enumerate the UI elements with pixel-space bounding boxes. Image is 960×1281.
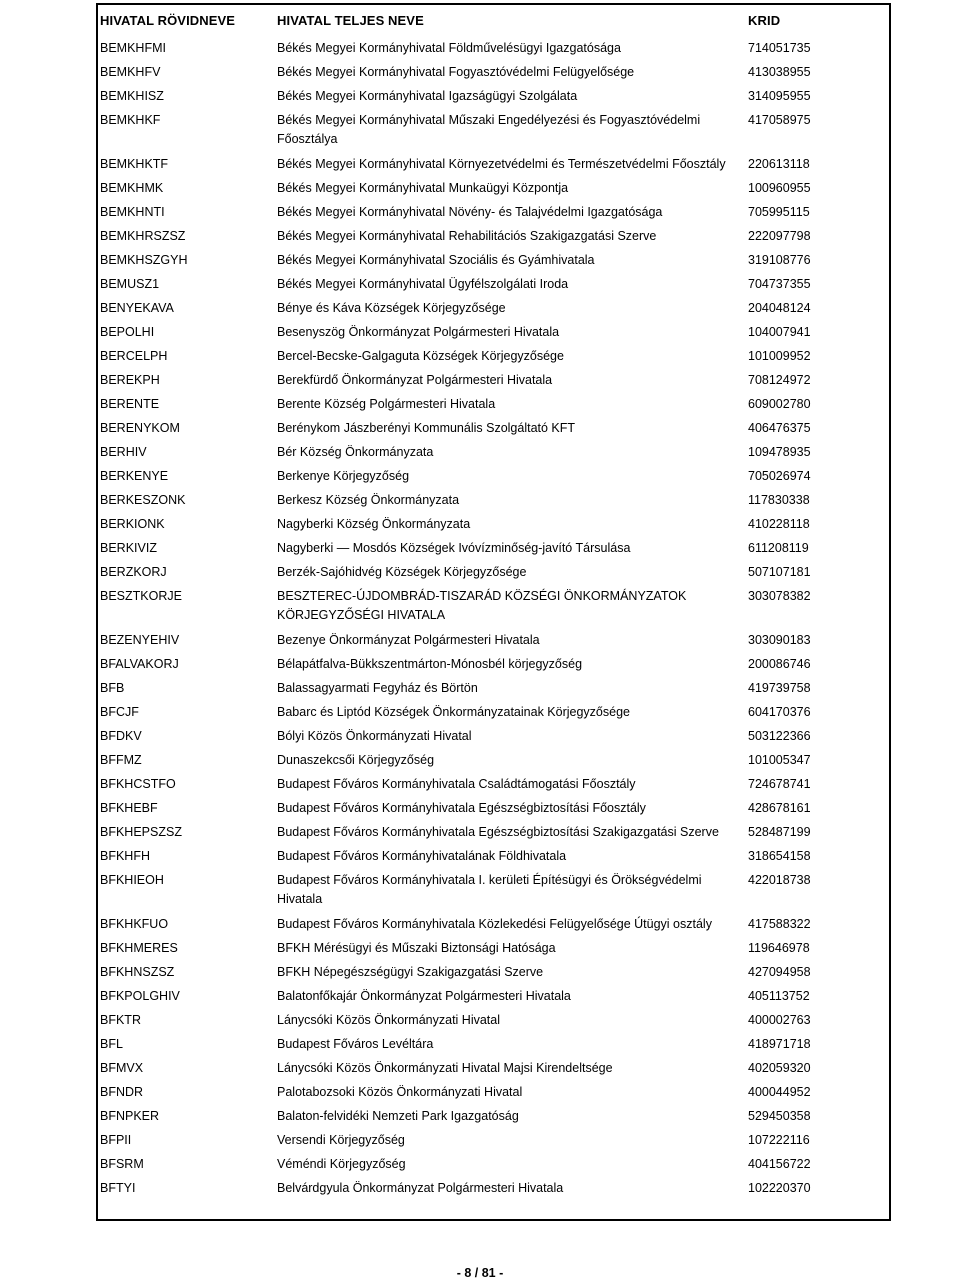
krid-cell: 303090183 [748,633,811,647]
krid-cell: 418971718 [748,1037,811,1051]
krid-cell: 101009952 [748,349,811,363]
krid-cell: 109478935 [748,445,811,459]
short-name-cell: BEMKHISZ [100,89,164,103]
krid-cell: 714051735 [748,41,811,55]
full-name-cell: Balatonfőkajár Önkormányzat Polgármesteri Hivatala [277,989,571,1003]
short-name-cell: BFNDR [100,1085,144,1099]
krid-cell: 117830338 [748,493,810,507]
table-row [98,1053,889,1077]
full-name-cell: Békés Megyei Kormányhivatal Fogyasztóvédelmi Felügyelősége [277,65,635,79]
short-name-cell: BEMKHKTF [100,157,169,171]
short-name-cell: BFDKV [100,729,142,743]
krid-cell: 529450358 [748,1109,811,1123]
krid-cell: 611208119 [748,541,809,555]
full-name-cell: Berénykom Jászberényi Kommunális Szolgáltató KFT [277,421,576,435]
krid-cell: 427094958 [748,965,811,979]
table-row [98,933,889,957]
full-name-cell: Berzék-Sajóhidvég Községek Körjegyzősége [277,565,527,579]
short-name-cell: BERHIV [100,445,147,459]
full-name-cell: Békés Megyei Kormányhivatal Műszaki Engedélyezési és Fogyasztóvédelmi Főosztálya [277,113,701,146]
krid-cell: 318654158 [748,849,811,863]
table-row [98,57,889,81]
short-name-cell: BEREKPH [100,373,160,387]
full-name-cell: BESZTEREC-ÚJDOMBRÁD-TISZARÁD KÖZSÉGI ÖNKORMÁNYZATOK KÖRJEGYZŐSÉGI HIVATALA [277,589,687,622]
table-row [98,197,889,221]
page-number: - 8 / 81 - [456,1266,504,1280]
full-name-cell: Budapest Főváros Kormányhivatala Családtámogatási Főosztály [277,777,636,791]
short-name-cell: BFKPOLGHIV [100,989,180,1003]
full-name-cell: Babarc és Liptód Községek Önkormányzatainak Körjegyzősége [277,705,630,719]
short-name-cell: BFMVX [100,1061,144,1075]
full-name-cell: Békés Megyei Kormányhivatal Munkaügyi Központja [277,181,569,195]
krid-cell: 200086746 [748,657,811,671]
short-name-cell: BFKHNSZSZ [100,965,175,979]
krid-cell: 422018738 [748,873,811,887]
krid-cell: 417588322 [748,917,811,931]
full-name-cell: Berkenye Körjegyzőség [277,469,410,483]
short-name-cell: BEMKHFMI [100,41,166,55]
table-row [98,649,889,673]
full-name-cell: Véméndi Körjegyzőség [277,1157,406,1171]
krid-cell: 405113752 [748,989,810,1003]
krid-cell: 428678161 [748,801,811,815]
short-name-cell: BERZKORJ [100,565,167,579]
krid-cell: 222097798 [748,229,811,243]
table-row [98,581,889,625]
short-name-cell: BERKIVIZ [100,541,157,555]
table-row [98,793,889,817]
short-name-cell: BERKIONK [100,517,165,531]
table-row [98,365,889,389]
full-name-cell: Békés Megyei Kormányhivatal Szociális és Gyámhivatala [277,253,595,267]
table-row [98,697,889,721]
short-name-cell: BFKHMERES [100,941,178,955]
full-name-cell: Berente Község Polgármesteri Hivatala [277,397,496,411]
short-name-cell: BERKESZONK [100,493,186,507]
table-row [98,149,889,173]
header-short-name: HIVATAL RÖVIDNEVE [100,13,236,28]
full-name-cell: Békés Megyei Kormányhivatal Igazságügyi Szolgálata [277,89,578,103]
table-row [98,173,889,197]
table-row [98,957,889,981]
full-name-cell: Békés Megyei Kormányhivatal Növény- és Talajvédelmi Igazgatósága [277,205,663,219]
short-name-cell: BEMUSZ1 [100,277,160,291]
short-name-cell: BFCJF [100,705,139,719]
full-name-cell: Lánycsóki Közös Önkormányzati Hivatal Majsi Kirendeltsége [277,1061,613,1075]
header-krid: KRID [748,13,781,28]
table-row [98,981,889,1005]
full-name-cell: Budapest Főváros Kormányhivatala I. kerületi Építésügyi és Örökségvédelmi Hivatala [277,873,702,906]
table-row [98,33,889,57]
krid-cell: 604170376 [748,705,811,719]
krid-cell: 104007941 [748,325,811,339]
short-name-cell: BFL [100,1037,123,1051]
full-name-cell: Berkesz Község Önkormányzata [277,493,460,507]
full-name-cell: Budapest Főváros Levéltára [277,1037,434,1051]
short-name-cell: BEMKHKF [100,113,161,127]
table-body [98,33,889,1197]
short-name-cell: BFB [100,681,125,695]
short-name-cell: BFKHFH [100,849,150,863]
full-name-cell: Budapest Főváros Kormányhivatala Közlekedési Felügyelősége Útügyi osztály [277,917,712,931]
full-name-cell: Dunaszekcsői Körjegyzőség [277,753,435,767]
krid-cell: 102220370 [748,1181,811,1195]
krid-cell: 708124972 [748,373,811,387]
short-name-cell: BFALVAKORJ [100,657,179,671]
krid-cell: 410228118 [748,517,810,531]
full-name-cell: Nagyberki — Mosdós Községek Ivóvízminőség-javító Társulása [277,541,631,555]
table-row [98,865,889,909]
full-name-cell: Bólyi Közös Önkormányzati Hivatal [277,729,472,743]
short-name-cell: BEMKHNTI [100,205,165,219]
krid-cell: 406476375 [748,421,811,435]
short-name-cell: BFSRM [100,1157,144,1171]
full-name-cell: Bénye és Káva Községek Körjegyzősége [277,301,506,315]
full-name-cell: BFKH Népegészségügyi Szakigazgatási Szerve [277,965,544,979]
short-name-cell: BERCELPH [100,349,168,363]
krid-cell: 419739758 [748,681,811,695]
krid-cell: 417058975 [748,113,811,127]
full-name-cell: Budapest Főváros Kormányhivatalának Földhivatala [277,849,567,863]
full-name-cell: Nagyberki Község Önkormányzata [277,517,471,531]
full-name-cell: Békés Megyei Kormányhivatal Földművelésügyi Igazgatósága [277,41,621,55]
table-row [98,673,889,697]
full-name-cell: BFKH Mérésügyi és Műszaki Biztonsági Hatósága [277,941,556,955]
short-name-cell: BEZENYEHIV [100,633,180,647]
short-name-cell: BENYEKAVA [100,301,174,315]
full-name-cell: Besenyszög Önkormányzat Polgármesteri Hivatala [277,325,560,339]
table-row [98,1005,889,1029]
krid-cell: 507107181 [748,565,811,579]
short-name-cell: BEPOLHI [100,325,155,339]
table-row [98,1029,889,1053]
table-row [98,461,889,485]
table-row [98,317,889,341]
krid-cell: 528487199 [748,825,811,839]
full-name-cell: Budapest Főváros Kormányhivatala Egészségbiztosítási Szakigazgatási Szerve [277,825,719,839]
full-name-cell: Békés Megyei Kormányhivatal Környezetvédelmi és Természetvédelmi Főosztály [277,157,726,171]
krid-cell: 400002763 [748,1013,811,1027]
short-name-cell: BERENYKOM [100,421,180,435]
full-name-cell: Békés Megyei Kormányhivatal Rehabilitációs Szakigazgatási Szerve [277,229,657,243]
table-row [98,341,889,365]
short-name-cell: BFTYI [100,1181,136,1195]
krid-cell: 413038955 [748,65,811,79]
table-row [98,909,889,933]
full-name-cell: Berekfürdő Önkormányzat Polgármesteri Hivatala [277,373,553,387]
krid-cell: 100960955 [748,181,811,195]
krid-cell: 220613118 [748,157,810,171]
short-name-cell: BFKTR [100,1013,141,1027]
table-row [98,557,889,581]
short-name-cell: BFFMZ [100,753,142,767]
table-row [98,389,889,413]
full-name-cell: Palotabozsoki Közös Önkormányzati Hivatal [277,1085,523,1099]
krid-cell: 303078382 [748,589,811,603]
krid-cell: 107222116 [748,1133,810,1147]
short-name-cell: BFKHEPSZSZ [100,825,182,839]
krid-cell: 314095955 [748,89,811,103]
table-row [98,533,889,557]
full-name-cell: Balassagyarmati Fegyház és Börtön [277,681,478,695]
krid-cell: 724678741 [748,777,811,791]
krid-cell: 609002780 [748,397,811,411]
krid-cell: 400044952 [748,1085,811,1099]
short-name-cell: BERENTE [100,397,160,411]
krid-cell: 503122366 [748,729,811,743]
table-row [98,769,889,793]
table-row [98,437,889,461]
table-row [98,105,889,149]
short-name-cell: BFKHIEOH [100,873,164,887]
full-name-cell: Békés Megyei Kormányhivatal Ügyfélszolgálati Iroda [277,277,569,291]
header-full-name: HIVATAL TELJES NEVE [277,13,424,28]
table-row [98,721,889,745]
short-name-cell: BFKHEBF [100,801,158,815]
krid-cell: 101005347 [748,753,811,767]
table-row [98,413,889,437]
full-name-cell: Budapest Főváros Kormányhivatala Egészségbiztosítási Főosztály [277,801,646,815]
krid-cell: 402059320 [748,1061,811,1075]
short-name-cell: BEMKHSZGYH [100,253,188,267]
krid-cell: 704737355 [748,277,811,291]
short-name-cell: BESZTKORJE [100,589,182,603]
full-name-cell: Bezenye Önkormányzat Polgármesteri Hivatala [277,633,540,647]
short-name-cell: BFKHCSTFO [100,777,176,791]
table-row [98,1173,889,1197]
krid-cell: 319108776 [748,253,811,267]
table-row [98,509,889,533]
full-name-cell: Versendi Körjegyzőség [277,1133,405,1147]
table-row [98,293,889,317]
short-name-cell: BEMKHRSZSZ [100,229,186,243]
krid-cell: 119646978 [748,941,810,955]
short-name-cell: BERKENYE [100,469,169,483]
short-name-cell: BEMKHMK [100,181,164,195]
full-name-cell: Belvárdgyula Önkormányzat Polgármesteri Hivatala [277,1181,564,1195]
full-name-cell: Lánycsóki Közös Önkormányzati Hivatal [277,1013,501,1027]
table-row [98,245,889,269]
table-row [98,485,889,509]
short-name-cell: BEMKHFV [100,65,161,79]
table-row [98,1149,889,1173]
full-name-cell: Bercel-Becske-Galgaguta Községek Körjegyzősége [277,349,564,363]
short-name-cell: BFKHKFUO [100,917,169,931]
table-row [98,1125,889,1149]
table-row [98,841,889,865]
krid-cell: 705026974 [748,469,811,483]
full-name-cell: Bélapátfalva-Bükkszentmárton-Mónosbél körjegyzőség [277,657,583,671]
krid-cell: 404156722 [748,1157,811,1171]
table-row [98,1077,889,1101]
table-row [98,1101,889,1125]
table-row [98,625,889,649]
table-row [98,81,889,105]
short-name-cell: BFNPKER [100,1109,160,1123]
office-table [96,3,891,1221]
table-row [98,745,889,769]
krid-cell: 705995115 [748,205,810,219]
table-row [98,221,889,245]
table-row [98,269,889,293]
table-row [98,817,889,841]
table-header [98,5,889,33]
krid-cell: 204048124 [748,301,811,315]
short-name-cell: BFPII [100,1133,132,1147]
full-name-cell: Bér Község Önkormányzata [277,445,434,459]
full-name-cell: Balaton-felvidéki Nemzeti Park Igazgatóság [277,1109,519,1123]
